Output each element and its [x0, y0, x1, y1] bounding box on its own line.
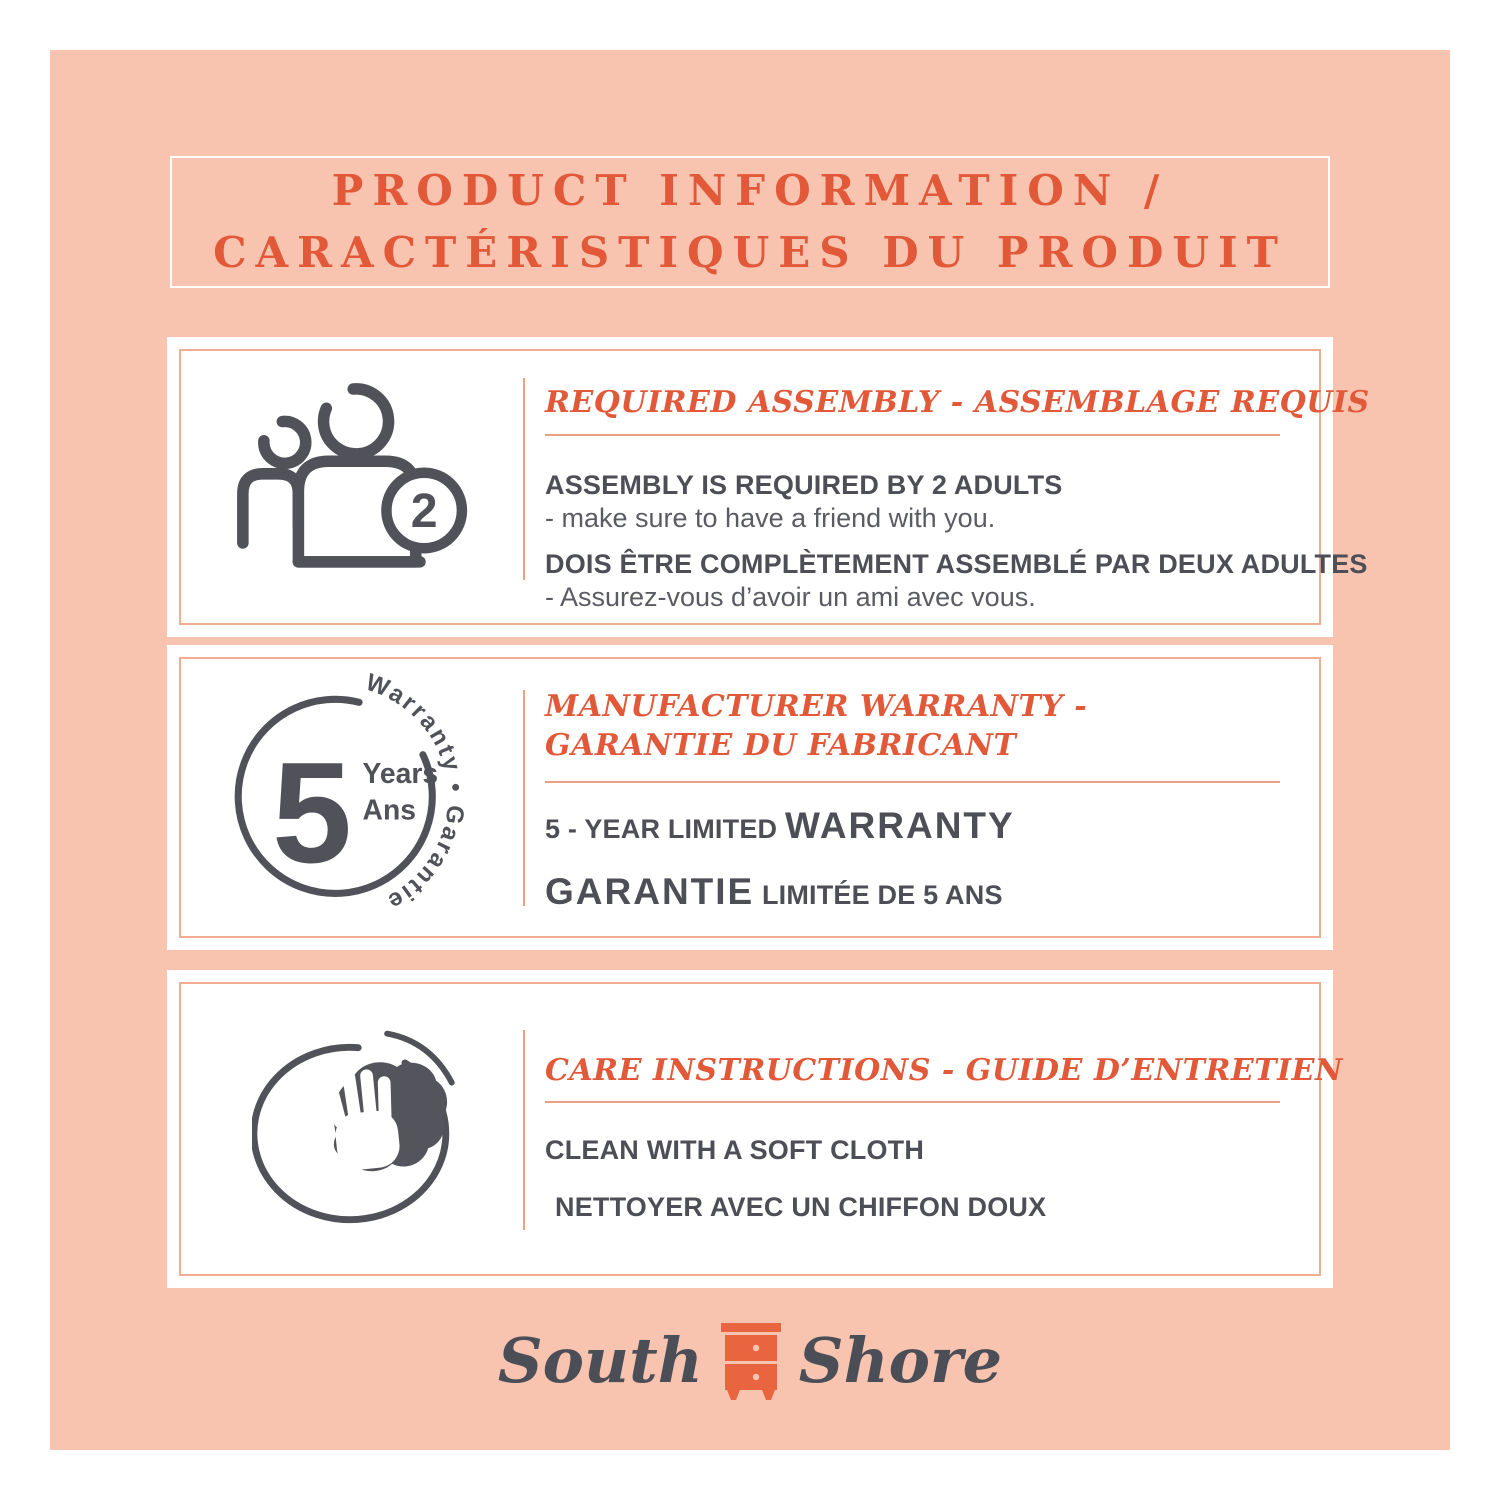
assembly-fr-note: - Assurez-vous d’avoir un ami avec vous.: [545, 582, 1036, 612]
dresser-icon: [721, 1322, 781, 1400]
required-assembly-heading: REQUIRED ASSEMBLY - ASSEMBLAGE REQUIS: [545, 385, 1370, 420]
two-adults-count: 2: [410, 484, 438, 539]
required-assembly-card: [167, 337, 1370, 637]
card-divider-horizontal: [545, 434, 1280, 436]
card-divider-vertical: [523, 690, 525, 906]
warranty-years-label: Years: [362, 757, 439, 790]
warranty-fr-suffix: LIMITÉE DE 5 ANS: [761, 880, 1003, 910]
card-divider-vertical: [523, 378, 525, 580]
warranty-arc-label: Warranty • Garantie: [362, 670, 470, 917]
warranty-heading: [545, 687, 1087, 765]
care-instructions-heading: CARE INSTRUCTIONS - GUIDE D’ENTRETIEN: [545, 1053, 1343, 1088]
care-en-line: CLEAN WITH A SOFT CLOTH: [545, 1135, 925, 1165]
assembly-en-note: - make sure to have a friend with you.: [545, 503, 996, 533]
card-divider-horizontal: [545, 781, 1280, 783]
south-shore-logo: [0, 1322, 1500, 1400]
logo-word-shore: Shore: [798, 1324, 1003, 1397]
warranty-number: 5: [272, 733, 352, 894]
warranty-fr-big: GARANTIE: [545, 871, 755, 912]
logo-word-south: South: [497, 1324, 703, 1397]
warranty-fr-line: [545, 871, 1003, 913]
warranty-en-big: WARRANTY: [784, 805, 1015, 846]
manufacturer-warranty-card: [167, 645, 1333, 950]
assembly-fr-bold: DOIS ÊTRE COMPLÈTEMENT ASSEMBLÉ PAR DEUX ADULTES: [545, 549, 1368, 579]
warranty-ans-label: Ans: [362, 793, 417, 826]
care-instructions-card: [167, 970, 1343, 1288]
warranty-en-line: [545, 805, 1015, 847]
title-box: [170, 156, 1330, 288]
cleaning-cloth-icon: [252, 1018, 487, 1253]
card-divider-vertical: [523, 1030, 525, 1230]
five-year-warranty-icon: [219, 670, 497, 948]
assembly-en-bold: ASSEMBLY IS REQUIRED BY 2 ADULTS: [545, 470, 1063, 500]
care-fr-line: NETTOYER AVEC UN CHIFFON DOUX: [555, 1192, 1047, 1222]
warranty-en-prefix: 5 - YEAR LIMITED: [545, 814, 778, 844]
warranty-heading-line-1: MANUFACTURER WARRANTY -: [545, 689, 1088, 724]
two-adults-icon: [225, 369, 529, 631]
page-title-line-2: CARACTÉRISTIQUES DU PRODUIT: [213, 228, 1287, 277]
page-title-line-1: PRODUCT INFORMATION /: [331, 166, 1169, 215]
warranty-heading-line-2: GARANTIE DU FABRICANT: [545, 728, 1017, 763]
card-divider-horizontal: [545, 1101, 1280, 1103]
